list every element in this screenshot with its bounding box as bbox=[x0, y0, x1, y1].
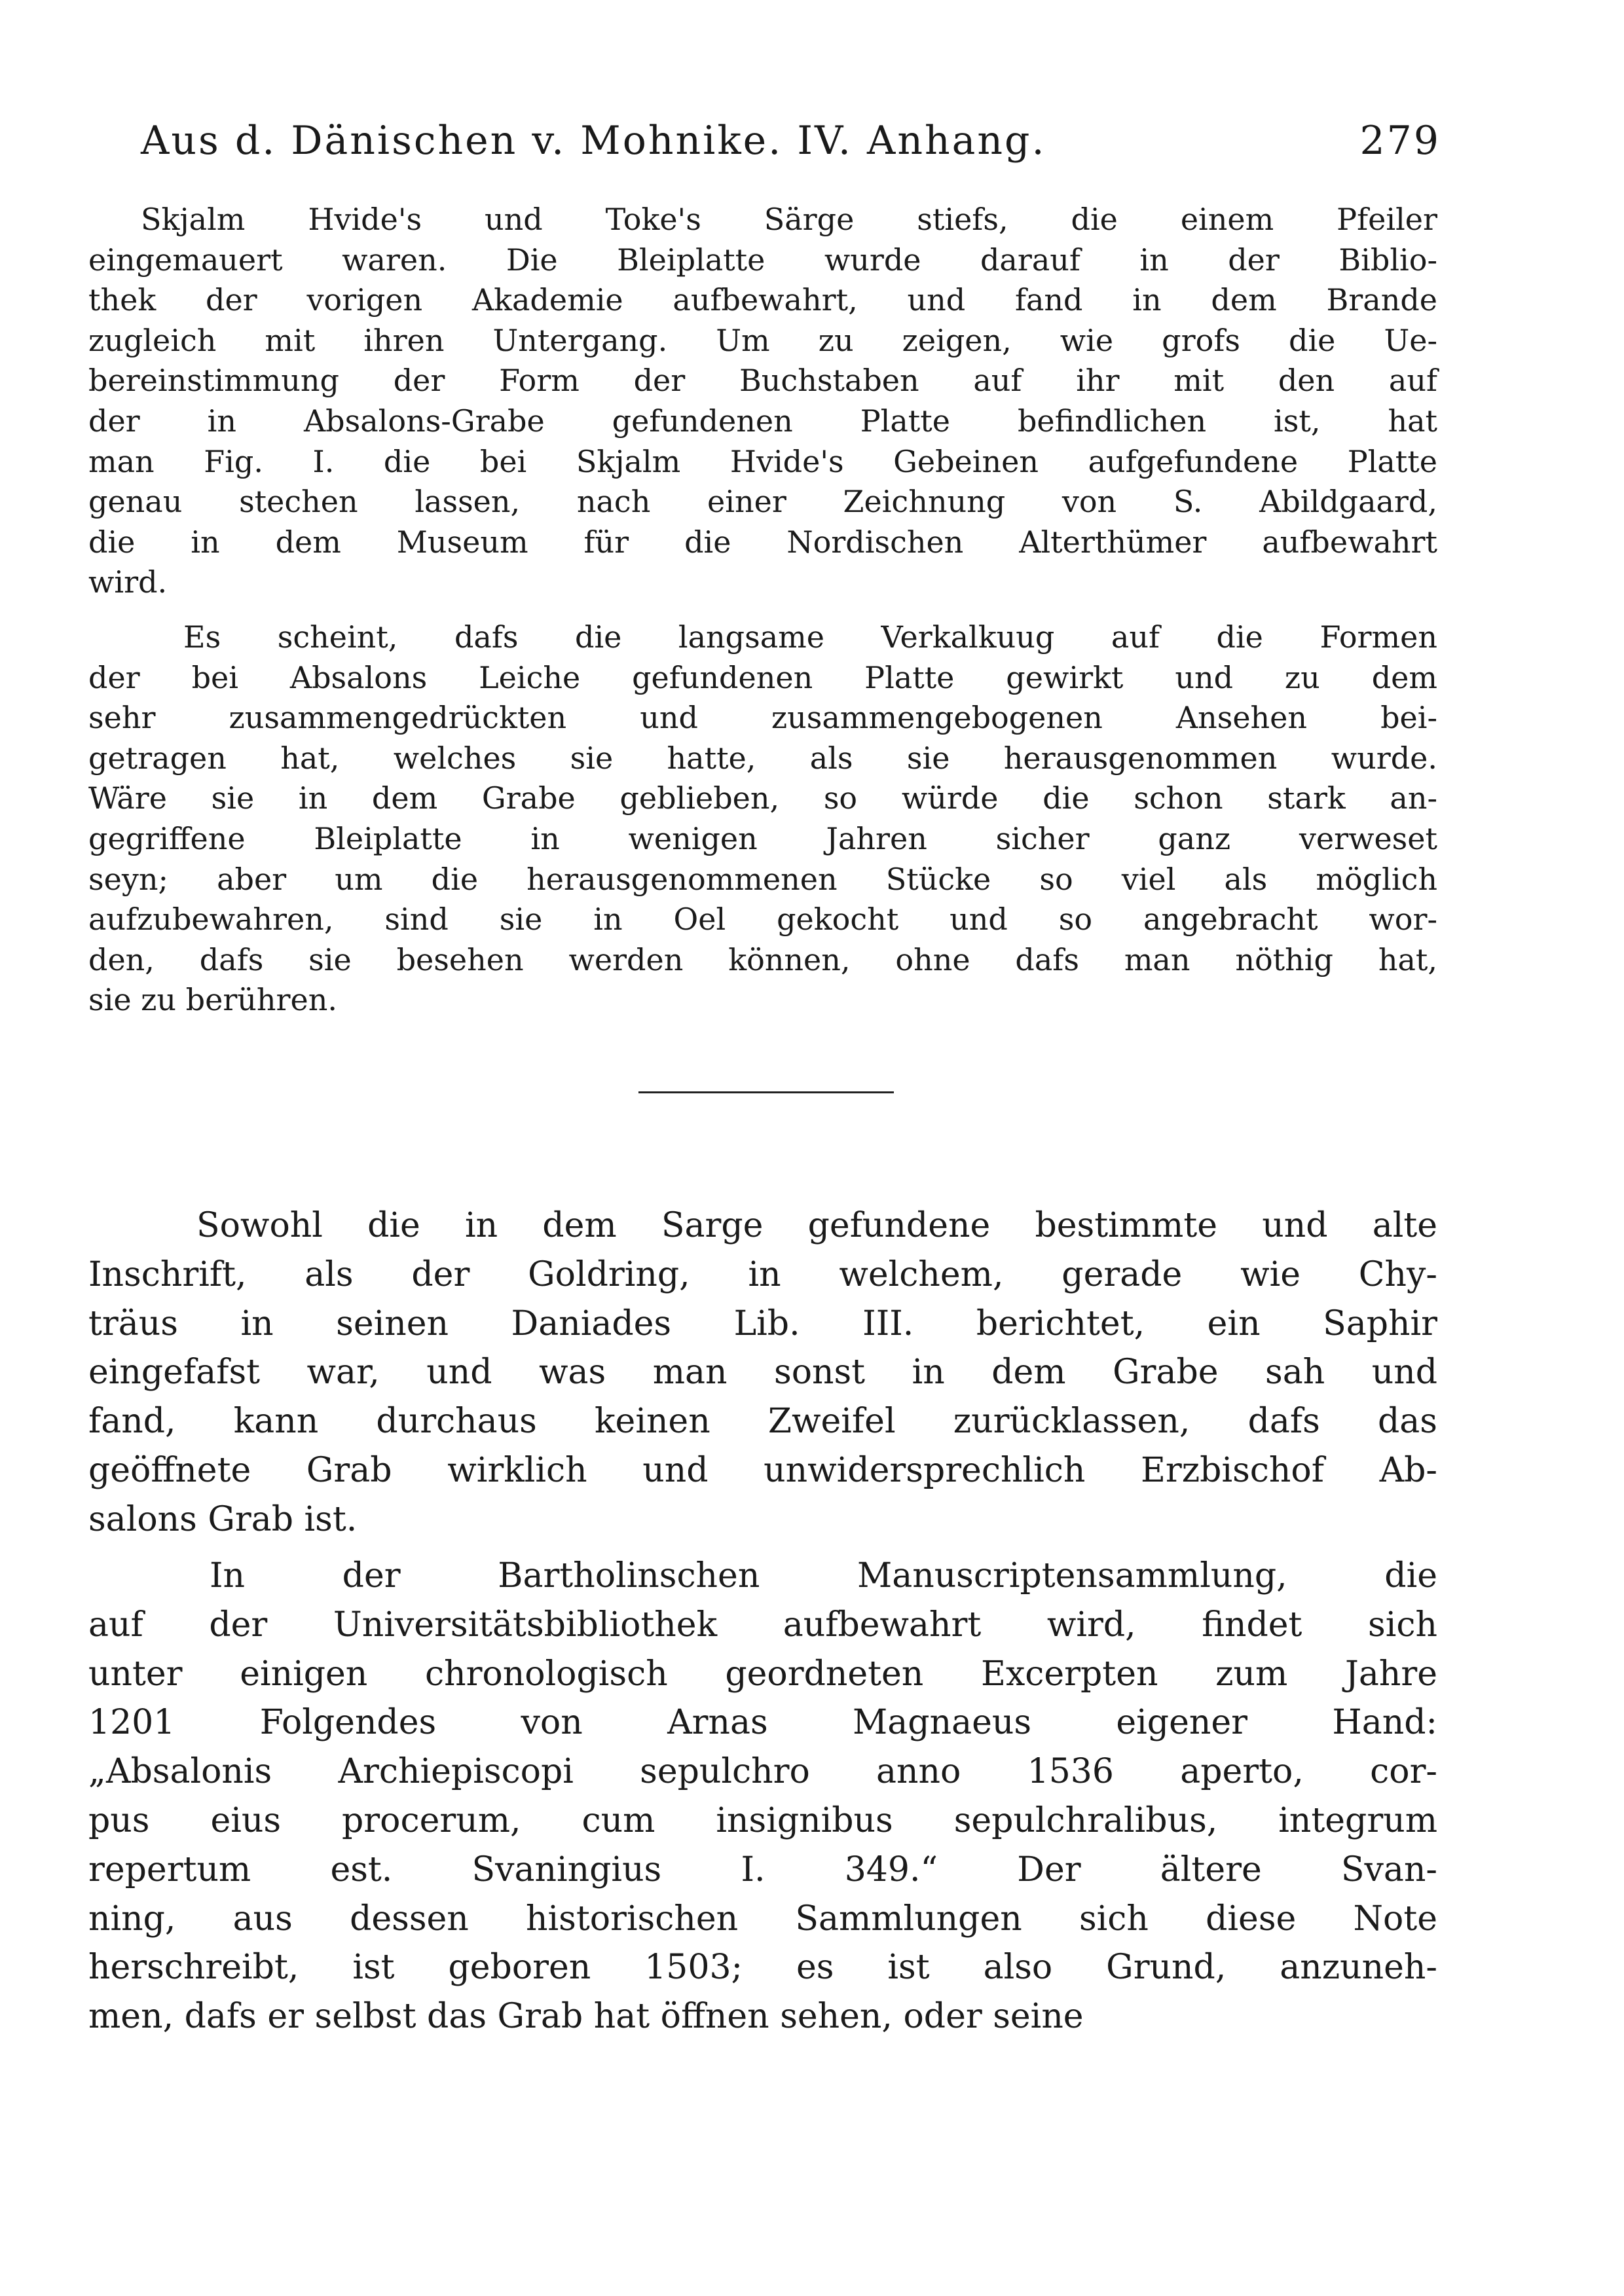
paragraph-2 bbox=[88, 617, 1437, 1021]
text-line: thek der vorigen Akademie aufbewahrt, und fand in dem Brande bbox=[88, 282, 1437, 318]
paragraph-1 bbox=[88, 200, 1437, 603]
text-line: Skjalm Hvide's und Toke's Särge stiefs, die einem Pfeiler bbox=[141, 202, 1437, 237]
section-divider bbox=[638, 1091, 894, 1093]
text-line: auf der Universitätsbibliothek aufbewahrt wird, findet sich bbox=[88, 1605, 1437, 1645]
text-line: unter einigen chronologisch geordneten Excerpten zum Jahre bbox=[88, 1654, 1437, 1694]
paragraph-4 bbox=[88, 1552, 1437, 2041]
text-line: fand, kann durchaus keinen Zweifel zurücklassen, dafs das bbox=[88, 1402, 1437, 1442]
text-line: eingemauert waren. Die Bleiplatte wurde darauf in der Biblio- bbox=[88, 242, 1437, 278]
text-line: ning, aus dessen historischen Sammlungen sich diese Note bbox=[88, 1899, 1437, 1939]
text-line: bereinstimmung der Form der Buchstaben auf ihr mit den auf bbox=[88, 363, 1437, 399]
text-line: men, dafs er selbst das Grab hat öffnen sehen, oder seine bbox=[88, 1997, 1084, 2037]
text-line: geöffnete Grab wirklich und unwidersprechlich Erzbischof Ab- bbox=[88, 1450, 1437, 1490]
text-line: getragen hat, welches sie hatte, als sie herausgenommen wurde. bbox=[88, 740, 1437, 776]
text-line: zugleich mit ihren Untergang. Um zu zeigen, wie grofs die Ue- bbox=[88, 322, 1437, 358]
text-line: aufzubewahren, sind sie in Oel gekocht und so angebracht wor- bbox=[88, 902, 1437, 938]
text-line: „Absalonis Archiepiscopi sepulchro anno 1536 aperto, cor- bbox=[88, 1752, 1437, 1792]
text-line: herschreibt, ist geboren 1503; es ist also Grund, anzuneh- bbox=[88, 1948, 1437, 1988]
text-line: 1201 Folgendes von Arnas Magnaeus eigener Hand: bbox=[88, 1703, 1437, 1743]
text-line: sehr zusammengedrückten und zusammengebogenen Ansehen bei- bbox=[88, 700, 1437, 736]
text-line: die in dem Museum für die Nordischen Alterthümer aufbewahrt bbox=[88, 524, 1437, 560]
text-line: eingefafst war, und was man sonst in dem Grabe sah und bbox=[88, 1353, 1437, 1393]
page-number: 279 bbox=[1359, 118, 1441, 164]
text-line: den, dafs sie besehen werden können, ohne dafs man nöthig hat, bbox=[88, 941, 1437, 977]
text-line: Es scheint, dafs die langsame Verkalkuug auf die Formen bbox=[183, 619, 1437, 655]
page-header bbox=[141, 111, 1441, 170]
text-line: salons Grab ist. bbox=[88, 1499, 358, 1539]
text-line: der in Absalons-Grabe gefundenen Platte befindlichen ist, hat bbox=[88, 403, 1437, 439]
text-line: repertum est. Svaningius I. 349.“ Der ältere Svan- bbox=[88, 1850, 1437, 1889]
text-line: wird. bbox=[88, 564, 168, 600]
text-line: sie zu berühren. bbox=[88, 982, 338, 1018]
text-line: seyn; aber um die herausgenommenen Stücke so viel als möglich bbox=[88, 861, 1437, 897]
text-line: der bei Absalons Leiche gefundenen Platte gewirkt und zu dem bbox=[88, 659, 1437, 695]
running-title: Aus d. Dänischen v. Mohnike. IV. Anhang. bbox=[141, 118, 1046, 164]
text-line: Sowohl die in dem Sarge gefundene bestimmte und alte bbox=[196, 1206, 1437, 1245]
text-line: man Fig. I. die bei Skjalm Hvide's Gebeinen aufgefundene Platte bbox=[88, 443, 1437, 479]
text-line: In der Bartholinschen Manuscriptensammlung, die bbox=[210, 1556, 1437, 1595]
paragraph-3 bbox=[88, 1201, 1437, 1544]
text-line: genau stechen lassen, nach einer Zeichnung von S. Abildgaard, bbox=[88, 484, 1437, 520]
text-line: Inschrift, als der Goldring, in welchem, gerade wie Chy- bbox=[88, 1254, 1437, 1294]
text-line: pus eius procerum, cum insignibus sepulchralibus, integrum bbox=[88, 1800, 1437, 1840]
text-line: Wäre sie in dem Grabe geblieben, so würde die schon stark an- bbox=[88, 780, 1437, 816]
text-line: gegriffene Bleiplatte in wenigen Jahren sicher ganz verweset bbox=[88, 820, 1437, 856]
text-line: träus in seinen Daniades Lib. III. berichtet, ein Saphir bbox=[88, 1303, 1437, 1343]
